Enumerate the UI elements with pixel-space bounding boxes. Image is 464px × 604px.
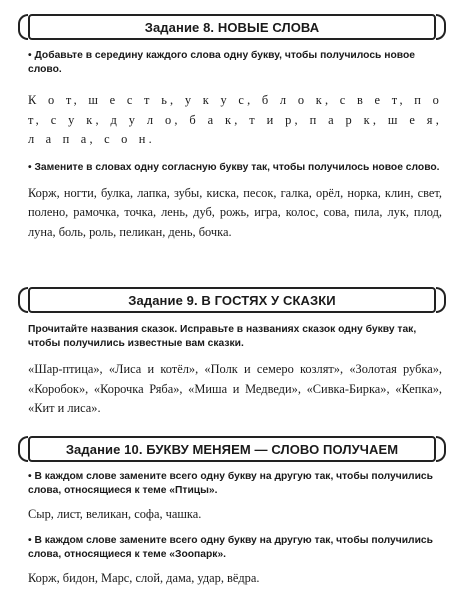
- task8-title: Задание 8. НОВЫЕ СЛОВА: [28, 14, 436, 40]
- task9-words: «Шар-птица», «Лиса и котёл», «Полк и семеро козлят», «Золотая рубка», «Коробок», «Корочка Ряба», «Миша и Медведи», «Сивка-Бирка», «Кепка», «Кит и лиса».: [28, 362, 442, 415]
- task8-words-1: К о т, ш е с т ь, у к у с, б л о к, с в е т, п о т, с у к, д у л о, б а к, т и р, п а р к, ш е я, л а п а, с о н.: [28, 93, 442, 146]
- task8-instruction-2: • Замените в словах одну согласную букву так, чтобы получилось новое слово.: [28, 161, 440, 173]
- task10-instruction-2: • В каждом слове замените всего одну букву на другую так, чтобы получились слова, относящиеся к теме «Зоопарк».: [28, 534, 433, 560]
- task9-block: [28, 323, 442, 419]
- task9-title: Задание 9. В ГОСТЯХ У СКАЗКИ: [28, 287, 436, 313]
- task10-words-2: Корж, бидон, Марс, слой, дама, удар, вёдра.: [28, 570, 260, 585]
- task8-instruction-1: • Добавьте в середину каждого слова одну букву, чтобы получилось новое слово.: [28, 50, 415, 75]
- task8-block: [28, 49, 442, 242]
- task8-words-2: Корж, ногти, булка, лапка, зубы, киска, песок, галка, орёл, норка, клин, свет, полено, рамочка, точка, лень, дуб, рожь, игра, колос, сова, пила, лук, плод, луна, боль, роль, пеликан, день, бочка.: [28, 185, 442, 239]
- task10-block: [28, 470, 442, 588]
- task10-instruction-1: • В каждом слове замените всего одну букву на другую так, чтобы получились слова, относящиеся к теме «Птицы».: [28, 471, 433, 496]
- task10-title: Задание 10. БУКВУ МЕНЯЕМ — СЛОВО ПОЛУЧАЕМ: [28, 436, 436, 462]
- task9-instruction: Прочитайте названия сказок. Исправьте в названиях сказок одну букву так, чтобы получились известные вам сказки.: [28, 324, 417, 349]
- task10-words-1: Сыр, лист, великан, софа, чашка.: [28, 507, 202, 521]
